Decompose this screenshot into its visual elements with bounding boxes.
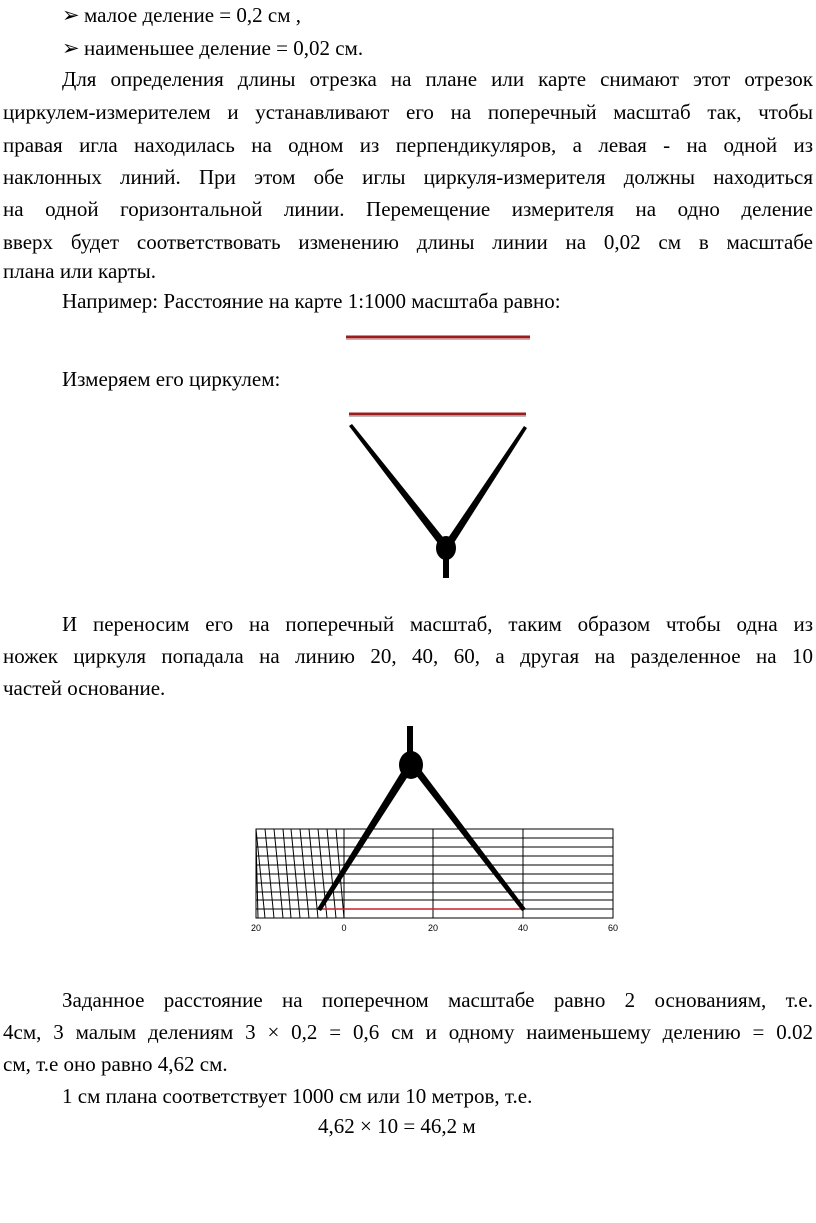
paragraph1-line: правая игла находилась на одном из перпендикуляров, а левая - на одной из (3, 133, 813, 157)
result-line: 4,62 × 10 = 46,2 м (318, 1114, 476, 1138)
compass-divider-icon (349, 424, 527, 578)
paragraph1-line: плана или карты. (3, 259, 157, 283)
paragraph3-line: см, т.е оно равно 4,62 см. (3, 1052, 228, 1076)
paragraph1-line: на одной горизонтальной линии. Перемещение измерителя на одно деление (3, 197, 813, 221)
paragraph1-line: циркулем-измерителем и устанавливают его на поперечный масштаб так, чтобы (3, 100, 813, 124)
tick-label: 0 (341, 923, 347, 933)
arrow-bullet-icon: ➢ (62, 3, 80, 27)
paragraph2-line: И переносим его на поперечный масштаб, таким образом чтобы одна из (62, 612, 813, 636)
bullet-text: малое деление = 0,2 см , (84, 3, 302, 27)
tick-label: 60 (607, 923, 619, 933)
paragraph3-line: Заданное расстояние на поперечном масштабе равно 2 основаниям, т.е. (62, 988, 813, 1012)
tick-label: 40 (517, 923, 529, 933)
conversion-line: 1 см плана соответствует 1000 см или 10 метров, т.е. (62, 1084, 533, 1108)
paragraph2-line: ножек циркуля попадала на линию 20, 40, 60, а другая на разделенное на 10 (3, 644, 813, 668)
arrow-bullet-icon: ➢ (62, 36, 80, 60)
scale-tick-labels (251, 923, 618, 933)
paragraph1-line: наклонных линий. При этом обе иглы циркуля-измерителя должны находиться (3, 165, 813, 189)
bullet-text: наименьшее деление = 0,02 см. (84, 36, 364, 60)
transverse-scale-grid (256, 829, 613, 918)
paragraph1-line: Для определения длины отрезка на плане или карте снимают этот отрезок (62, 67, 813, 91)
paragraph3-line: 4см, 3 малым делениям 3 × 0,2 = 0,6 см и одному наименьшему делению = 0.02 (3, 1020, 813, 1044)
example-line: Например: Расстояние на карте 1:1000 масштаба равно: (62, 289, 561, 313)
tick-label: 20 (250, 923, 262, 933)
tick-label: 20 (427, 923, 439, 933)
map-segment (346, 337, 530, 340)
paragraph2-line: частей основание. (3, 676, 166, 700)
measure-line: Измеряем его циркулем: (62, 367, 281, 391)
measured-segment (349, 414, 526, 417)
paragraph1-line: вверх будет соответствовать изменению длины линии на 0,02 см в масштабе (3, 230, 813, 254)
